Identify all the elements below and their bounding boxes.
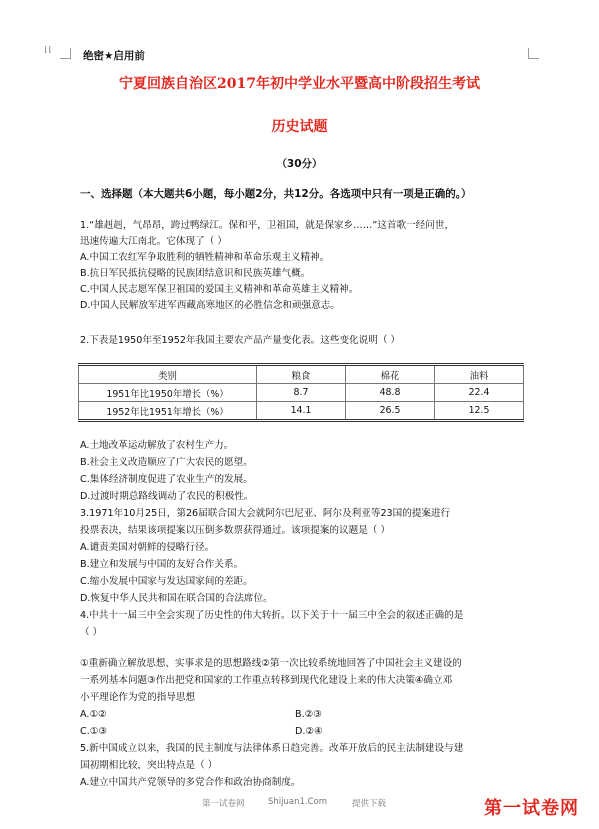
option-line: B.抗日军民抵抗侵略的民族团结意识和民族英雄气概。: [80, 268, 311, 279]
option-line: A.建立中国共产党领导的多党合作和政治协商制度。: [80, 777, 301, 788]
table-header-cell: 粮食: [257, 365, 346, 384]
question-line: 小平理论作为党的指导思想: [80, 692, 196, 703]
table-cell: 8.7: [257, 384, 346, 402]
exam-subtitle: 历史试题: [271, 119, 328, 135]
question-line: （ ）: [80, 627, 103, 638]
option-line: A.谴责美国对朝鲜的侵略行径。: [80, 542, 215, 553]
question-line: 1.“雄赳赳，气昂昂，跨过鸭绿江。保和平，卫祖国，就是保家乡……”这首歌一经问世，: [80, 220, 455, 231]
option-c: C.①③: [80, 726, 107, 737]
table-cell: 14.1: [257, 402, 346, 421]
exam-title: 宁夏回族自治区2017年初中学业水平暨高中阶段招生考试: [119, 76, 480, 92]
question-line: 一系列基本问题③作出把党和国家的工作重点转移到现代化建设上来的伟大决策④确立邓: [80, 675, 453, 686]
question-line: 投票表决，结果该项提案以压倒多数票获得通过。该项提案的议题是（ ）: [80, 525, 391, 536]
table-cell: 1951年比1950年增长（%）: [79, 384, 257, 402]
option-line: D.恢复中华人民共和国在联合国的合法席位。: [80, 593, 273, 604]
table-row: [79, 402, 524, 421]
corner-mark-top-right: [528, 48, 539, 59]
secret-label: 绝密★启用前: [83, 50, 145, 62]
option-line: B.建立和发展与中国的友好合作关系。: [80, 559, 244, 570]
option-line: D.中国人民解放军进军西藏高寒地区的必胜信念和顽强意志。: [80, 300, 340, 311]
question-line: 国初期相比较，突出特点是（ ）: [80, 760, 218, 771]
site-logo: 第一试卷网: [484, 798, 579, 819]
table-cell: 48.8: [346, 384, 435, 402]
question-line: 4.中共十一届三中全会实现了历史性的伟大转折。以下关于十一届三中全会的叙述正确的是: [80, 610, 464, 621]
table-header-row: [79, 365, 524, 384]
option-line: C.集体经济制度促进了农业生产的发展。: [80, 474, 253, 485]
total-score: （30分）: [276, 158, 323, 170]
table-cell: 26.5: [346, 402, 435, 421]
option-b: B.②③: [295, 709, 322, 720]
question-line: 3.1971年10月25日，第26届联合国大会就阿尔巴尼亚、阿尔及利亚等23国的提案进行: [80, 508, 451, 519]
table-header-cell: 油料: [435, 365, 524, 384]
table-cell: 1952年比1951年增长（%）: [79, 402, 257, 421]
table-cell: 22.4: [435, 384, 524, 402]
question-line: ①重新确立解放思想、实事求是的思想路线②第一次比较系统地回答了中国社会主义建设的: [80, 658, 462, 669]
option-line: B.社会主义改造顺应了广大农民的愿望。: [80, 457, 253, 468]
footer-right: 提供下载: [352, 799, 387, 809]
table-header-cell: 类别: [79, 365, 257, 384]
option-line: D.过渡时期总路线调动了农民的积极性。: [80, 491, 254, 502]
corner-mark-top-left: [60, 48, 71, 59]
table-cell: 12.5: [435, 402, 524, 421]
footer-site[interactable]: Shijuan1.Com: [268, 797, 328, 807]
option-line: A.中国工农红军争取胜利的牺牲精神和革命乐观主义精神。: [80, 252, 330, 263]
option-d: D.②④: [295, 726, 323, 737]
option-line: A.土地改革运动解放了农村生产力。: [80, 440, 234, 451]
table-row: [79, 384, 524, 402]
question-line: 5.新中国成立以来，我国的民主制度与法律体系日趋完善。改革开放后的民主法制建设与建: [80, 743, 464, 754]
question-line: 2.下表是1950年至1952年我国主要农产品产量变化表。这些变化说明（ ）: [80, 335, 401, 346]
footer-left: 第一试卷网: [202, 799, 245, 809]
question-line: 迅速传遍大江南北。它体现了（ ）: [80, 236, 227, 247]
option-line: C.中国人民志愿军保卫祖国的爱国主义精神和革命英雄主义精神。: [80, 284, 359, 295]
move-handle-icon[interactable]: ⁞⁞: [44, 45, 53, 56]
table-header-cell: 棉花: [346, 365, 435, 384]
option-a: A.①②: [80, 709, 107, 720]
option-line: C.缩小发展中国家与发达国家间的差距。: [80, 576, 253, 587]
section-heading: 一、选择题（本大题共6小题，每小题2分，共12分。各选项中只有一项是正确的。）: [80, 188, 472, 200]
data-table: [78, 363, 524, 422]
